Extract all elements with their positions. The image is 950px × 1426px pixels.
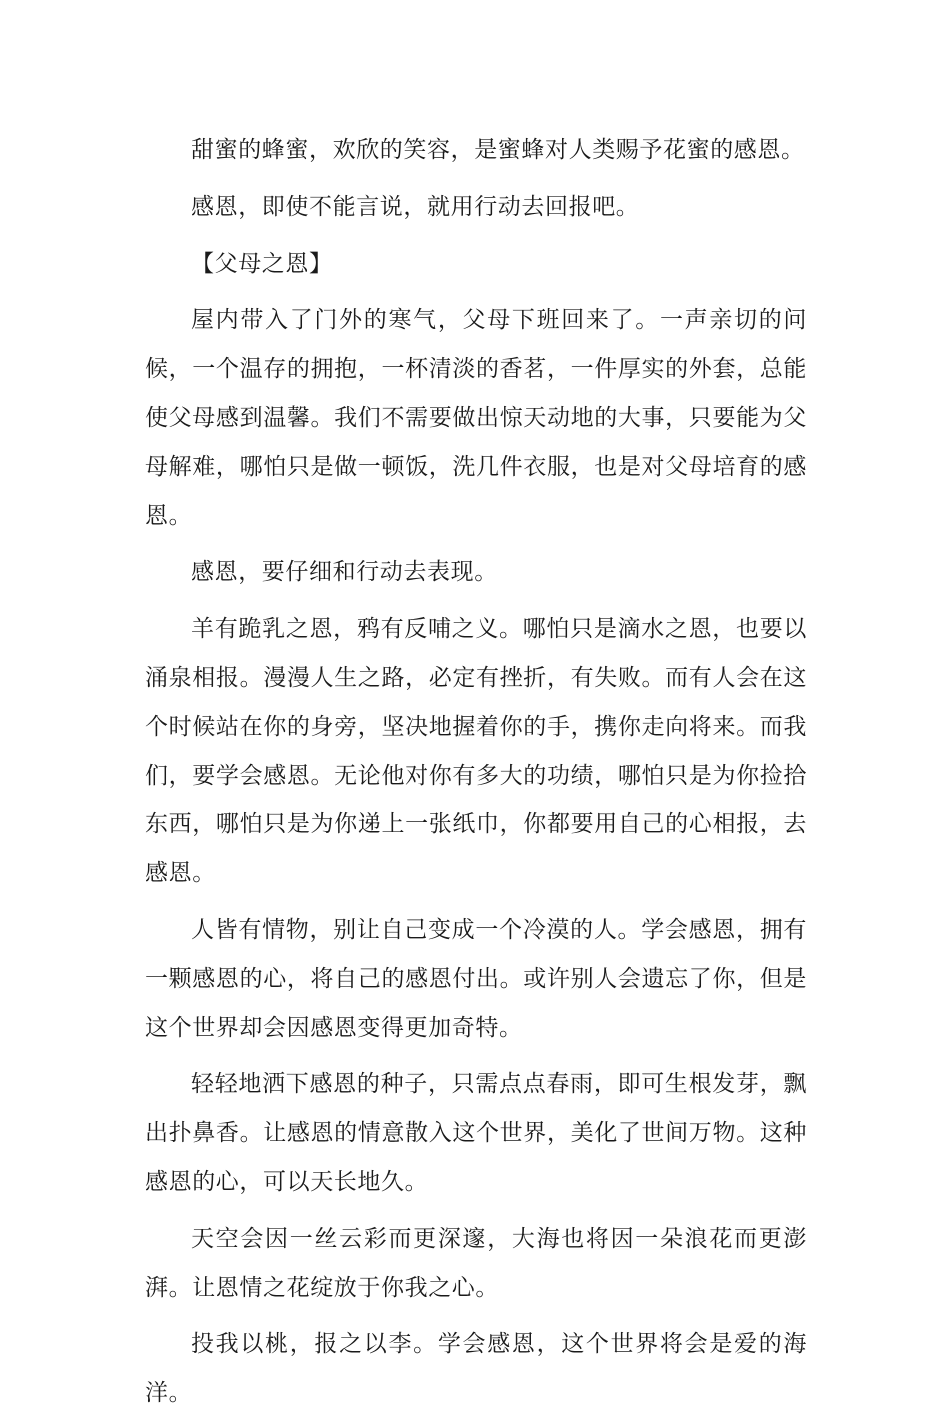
paragraph: 轻轻地洒下感恩的种子，只需点点春雨，即可生根发芽，飘出扑鼻香。让感恩的情意散入这个世界，美化了世间万物。这种感恩的心，可以天长地久。 xyxy=(145,1071,807,1195)
paragraph: 人皆有情物，别让自己变成一个冷漠的人。学会感恩，拥有一颗感恩的心，将自己的感恩付出。或许别人会遗忘了你，但是这个世界却会因感恩变得更加奇特。 xyxy=(145,916,807,1041)
paragraph: 感恩，即使不能言说，就用行动去回报吧。 xyxy=(191,193,640,220)
paragraph: 投我以桃，报之以李。学会感恩，这个世界将会是爱的海洋。 xyxy=(145,1331,807,1407)
paragraph: 天空会因一丝云彩而更深邃，大海也将因一朵浪花而更澎湃。让恩情之花绽放于你我之心。 xyxy=(145,1225,807,1301)
section-heading: 【父母之恩】 xyxy=(191,250,333,277)
paragraph: 感恩，要仔细和行动去表现。 xyxy=(191,559,498,586)
paragraph: 甜蜜的蜂蜜，欢欣的笑容，是蜜蜂对人类赐予花蜜的感恩。 xyxy=(191,137,805,163)
paragraph: 屋内带入了门外的寒气，父母下班回来了。一声亲切的问候，一个温存的拥抱，一杯清淡的香茗，一件厚实的外套，总能使父母感到温馨。我们不需要做出惊天动地的大事，只要能为父母解难，哪怕只是做一顿饭，洗几件衣服，也是对父母培育的感恩。 xyxy=(145,307,807,529)
document-body xyxy=(145,126,807,1426)
paragraph: 羊有跪乳之恩，鸦有反哺之义。哪怕只是滴水之恩，也要以涌泉相报。漫漫人生之路，必定有挫折，有失败。而有人会在这个时候站在你的身旁，坚决地握着你的手，携你走向将来。而我们，要学会感恩。无论他对你有多大的功绩，哪怕只是为你捡拾东西，哪怕只是为你递上一张纸巾，你都要用自己的心相报，去感恩。 xyxy=(145,616,807,887)
